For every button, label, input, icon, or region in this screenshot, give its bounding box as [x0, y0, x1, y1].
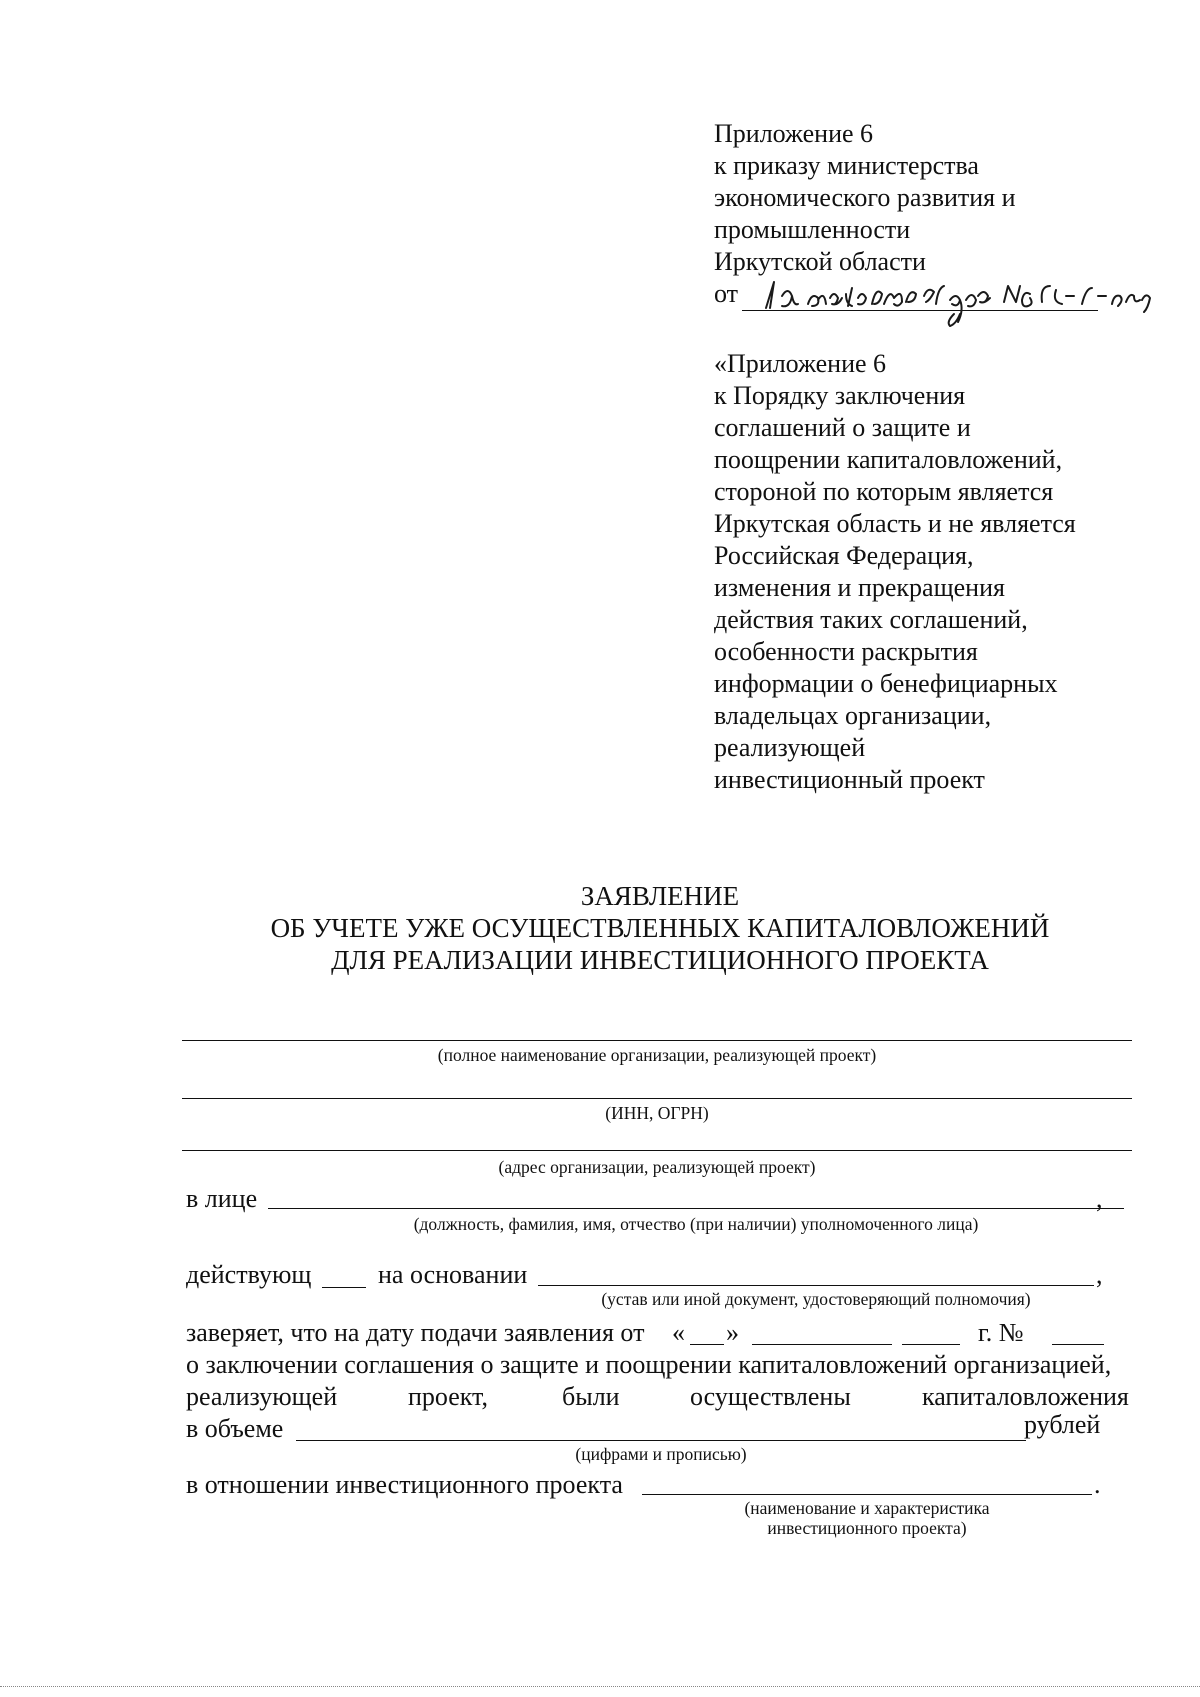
appendix-block [714, 348, 1076, 796]
org-name-field[interactable] [182, 1040, 1132, 1041]
inn-ogrn-field[interactable] [182, 1098, 1132, 1099]
text-line-2: о заключении соглашения о защите и поощрении капиталовложений организацией, [186, 1350, 1112, 1379]
appendix-line: информации о бенефициарных [714, 669, 1058, 698]
application-day-field[interactable] [690, 1344, 724, 1345]
representative-caption: (должность, фамилия, имя, отчество (при наличии) уполномоченного лица) [413, 1214, 979, 1234]
quote-close: » [726, 1318, 739, 1347]
appendix-line: к Порядку заключения [714, 381, 966, 410]
volume-caption: (цифрами и прописью) [575, 1444, 747, 1464]
justify-word: осуществлены [690, 1382, 851, 1411]
appendix-line: стороной по которым является [714, 477, 1054, 506]
approval-line: Иркутской области [714, 247, 926, 276]
handwritten-date-signature [760, 274, 1160, 334]
justify-word: капиталовложения [922, 1382, 1129, 1411]
representative-field[interactable] [268, 1208, 1124, 1209]
appendix-line: действия таких соглашений, [714, 605, 1028, 634]
inn-ogrn-caption: (ИНН, ОГРН) [605, 1103, 709, 1123]
title-line: ЗАЯВЛЕНИЕ [580, 881, 740, 911]
application-month-field[interactable] [752, 1344, 892, 1345]
approval-line: экономического развития и [714, 183, 1016, 212]
appendix-line: «Приложение 6 [714, 349, 887, 378]
justify-word: были [562, 1382, 620, 1411]
project-caption-line2: инвестиционного проекта) [767, 1518, 967, 1538]
volume-field[interactable] [296, 1440, 1026, 1441]
appendix-line: изменения и прекращения [714, 573, 1005, 602]
appendix-line: реализующей [714, 733, 866, 762]
document-title [0, 880, 1200, 976]
title-line: ОБ УЧЕТЕ УЖЕ ОСУЩЕСТВЛЕННЫХ КАПИТАЛОВЛОЖЕНИЙ [270, 913, 1050, 943]
acting-ending-field[interactable] [322, 1287, 366, 1288]
appendix-line: Российская Федерация, [714, 541, 974, 570]
basis-caption: (устав или иной документ, удостоверяющий полномочия) [601, 1289, 1031, 1309]
appendix-line: владельцах организации, [714, 701, 992, 730]
basis-label: на основании [378, 1260, 528, 1289]
title-line: ДЛЯ РЕАЛИЗАЦИИ ИНВЕСТИЦИОННОГО ПРОЕКТА [331, 945, 989, 975]
approval-line: промышленности [714, 215, 911, 244]
year-number-label: г. № [978, 1318, 1024, 1347]
address-caption: (адрес организации, реализующей проект) [498, 1157, 816, 1177]
appendix-line: поощрении капиталовложений, [714, 445, 1063, 474]
appendix-line: Иркутская область и не является [714, 509, 1076, 538]
certifies-label: заверяет, что на дату подачи заявления от [186, 1318, 645, 1347]
comma-2: , [1096, 1260, 1103, 1289]
project-caption-line1: (наименование и характеристика [744, 1498, 990, 1518]
acting-label: действующ [186, 1260, 312, 1289]
application-number-field[interactable] [1052, 1344, 1104, 1345]
basis-document-field[interactable] [538, 1285, 1094, 1286]
quote-open: « [672, 1318, 685, 1347]
project-field[interactable] [642, 1494, 1092, 1495]
approval-line: Приложение 6 [714, 119, 874, 148]
final-period: . [1094, 1470, 1101, 1499]
address-field[interactable] [182, 1150, 1132, 1151]
appendix-line: особенности раскрытия [714, 637, 978, 666]
application-year-field[interactable] [902, 1344, 960, 1345]
volume-label: в объеме [186, 1414, 284, 1443]
comma-1: , [1096, 1184, 1103, 1213]
rubles-label: рублей [1024, 1410, 1101, 1439]
appendix-line: соглашений о защите и [714, 413, 971, 442]
approval-line: к приказу министерства [714, 151, 979, 180]
justify-word: проект, [408, 1382, 488, 1411]
appendix-line: инвестиционный проект [714, 765, 985, 794]
org-name-caption: (полное наименование организации, реализующей проект) [437, 1045, 877, 1065]
project-label: в отношении инвестиционного проекта [186, 1470, 623, 1499]
in-person-label: в лице [186, 1184, 258, 1213]
scan-edge-line [0, 1686, 1200, 1687]
approval-from-label: от [714, 279, 739, 308]
justify-word: реализующей [186, 1382, 338, 1411]
